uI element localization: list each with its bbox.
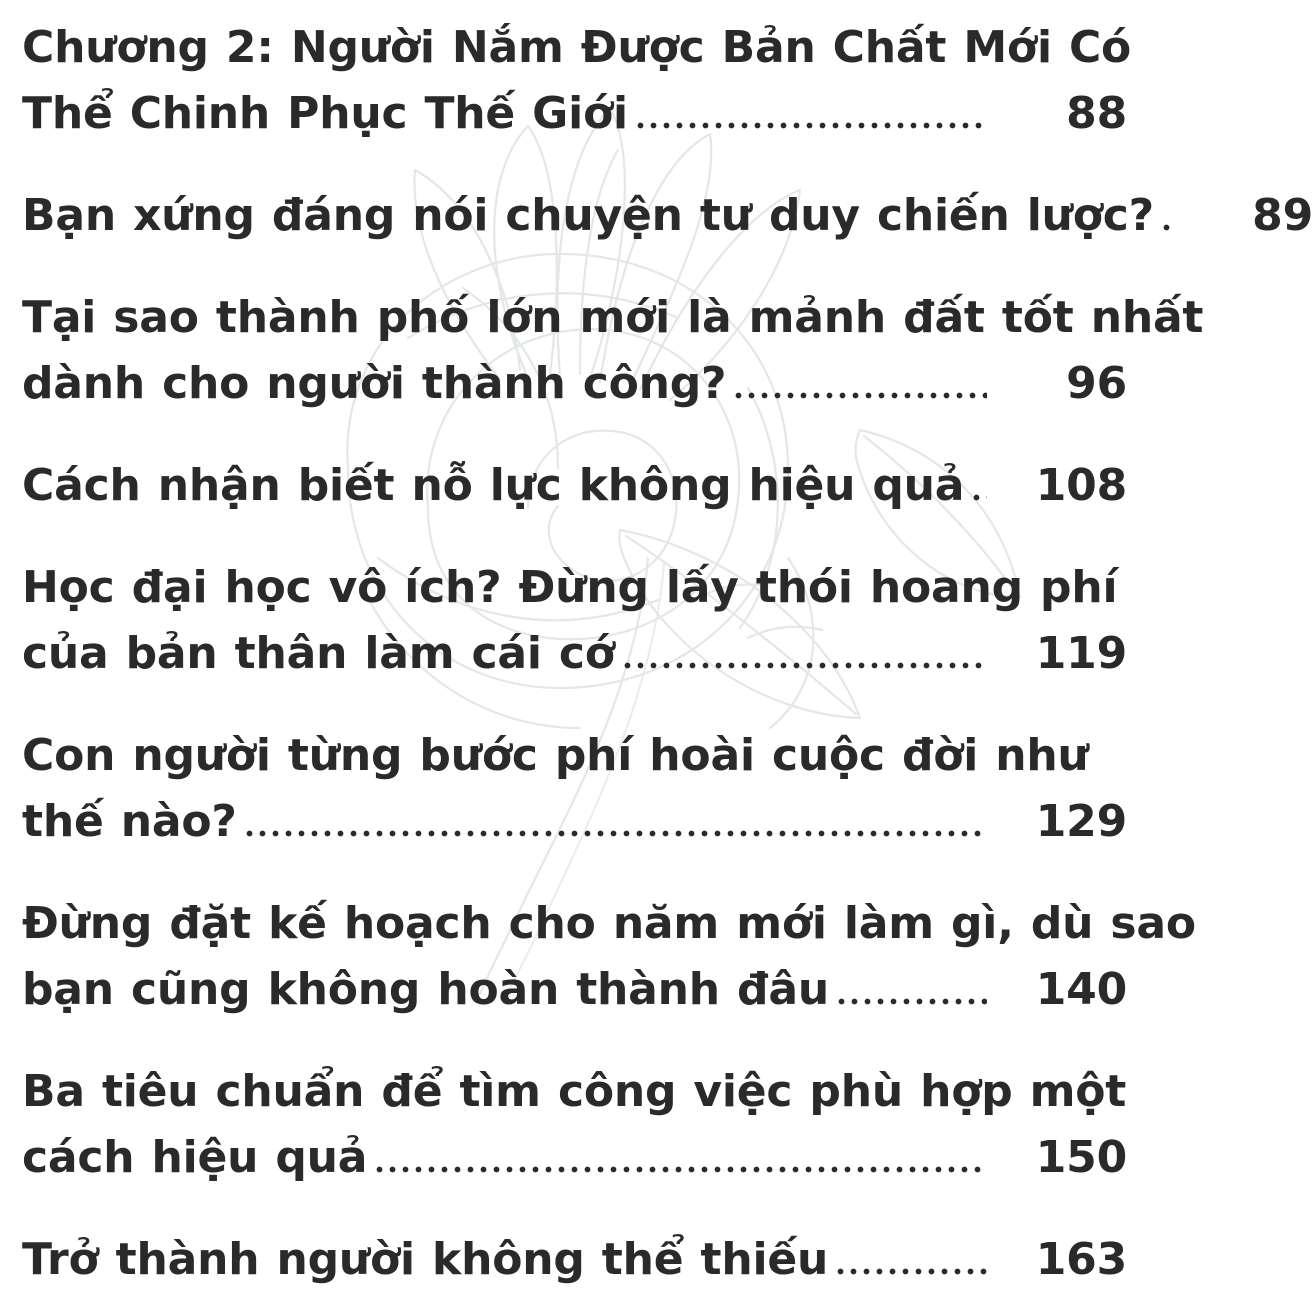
dot-leader xyxy=(634,81,988,147)
toc-entry-line xyxy=(22,15,1132,81)
toc-entry-title-text: bạn cũng không hoàn thành đâu xyxy=(22,964,829,1015)
toc-entry-line xyxy=(22,453,1127,519)
toc-entry-lines xyxy=(22,1227,1127,1293)
toc-entry-title-text: Tại sao thành phố lớn mới là mảnh đất tốt nhất xyxy=(22,292,1204,343)
page-number: 163 xyxy=(1035,1234,1127,1285)
toc-entry-lines xyxy=(22,453,1127,519)
toc-entry-line xyxy=(22,1125,1127,1191)
toc-entry xyxy=(22,285,1204,417)
page-number: 150 xyxy=(1035,1132,1127,1183)
toc-entry-title-text: Thể Chinh Phục Thế Giới xyxy=(22,88,628,139)
toc-entry-line xyxy=(22,1059,1127,1125)
toc-entry xyxy=(22,1059,1127,1191)
toc-entry-line xyxy=(22,957,1127,1023)
toc-entry xyxy=(22,1227,1127,1293)
dot-leader xyxy=(621,621,988,687)
dot-leader xyxy=(732,351,988,417)
dot-leader xyxy=(834,1227,988,1293)
dot-leader xyxy=(373,1125,988,1191)
toc-entry-title-text: cách hiệu quả xyxy=(22,1132,368,1183)
toc-entry-title-text: Ba tiêu chuẩn để tìm công việc phù hợp một xyxy=(22,1066,1127,1117)
toc-entry-line xyxy=(22,183,1313,249)
page-number: 129 xyxy=(1035,796,1127,847)
toc-entry-line xyxy=(22,81,1127,147)
dot-leader xyxy=(1160,183,1174,249)
toc-entry-title-text: dành cho người thành công? xyxy=(22,358,727,409)
toc-entry-lines xyxy=(22,15,1132,147)
toc-entry-line xyxy=(22,351,1127,417)
page-number: 108 xyxy=(1035,460,1127,511)
toc-entry xyxy=(22,15,1132,147)
toc-entry xyxy=(22,723,1127,855)
toc-entry xyxy=(22,453,1127,519)
page-number: 96 xyxy=(1066,358,1127,409)
dot-leader xyxy=(970,453,988,519)
dot-leader xyxy=(243,789,988,855)
toc-entry-title-text: của bản thân làm cái cớ xyxy=(22,628,615,679)
toc-entry-title-text: Cách nhận biết nỗ lực không hiệu quả xyxy=(22,460,965,511)
toc-entry-line xyxy=(22,555,1127,621)
page-number: 140 xyxy=(1035,964,1127,1015)
toc-entry-title-text: Bạn xứng đáng nói chuyện tư duy chiến lược? xyxy=(22,190,1154,241)
toc-entry-line xyxy=(22,621,1127,687)
toc-entry-lines xyxy=(22,183,1313,249)
toc-entry-title-text: Trở thành người không thể thiếu xyxy=(22,1234,829,1285)
page-number: 119 xyxy=(1035,628,1127,679)
toc-entry-title-text: Đừng đặt kế hoạch cho năm mới làm gì, dù sao xyxy=(22,898,1196,949)
toc-entry xyxy=(22,183,1313,249)
toc-entry-lines xyxy=(22,285,1204,417)
toc-entry-lines xyxy=(22,1059,1127,1191)
page-number: 89 xyxy=(1252,190,1313,241)
toc-entry-lines xyxy=(22,891,1196,1023)
toc-entry-title-text: Học đại học vô ích? Đừng lấy thói hoang phí xyxy=(22,562,1118,613)
toc-entry-title-text: Con người từng bước phí hoài cuộc đời như xyxy=(22,730,1089,781)
toc-entry-lines xyxy=(22,555,1127,687)
toc-entry-line xyxy=(22,723,1127,789)
dot-leader xyxy=(835,957,988,1023)
toc-entry-lines xyxy=(22,723,1127,855)
toc-entry xyxy=(22,555,1127,687)
page-number: 88 xyxy=(1066,88,1127,139)
toc-entry xyxy=(22,891,1196,1023)
toc-entry-line xyxy=(22,285,1204,351)
toc-entry-title-text: Chương 2: Người Nắm Được Bản Chất Mới Có xyxy=(22,22,1132,73)
toc-entry-line xyxy=(22,789,1127,855)
toc-entry-line xyxy=(22,1227,1127,1293)
toc-entry-title-text: thế nào? xyxy=(22,796,237,847)
toc-entry-line xyxy=(22,891,1196,957)
